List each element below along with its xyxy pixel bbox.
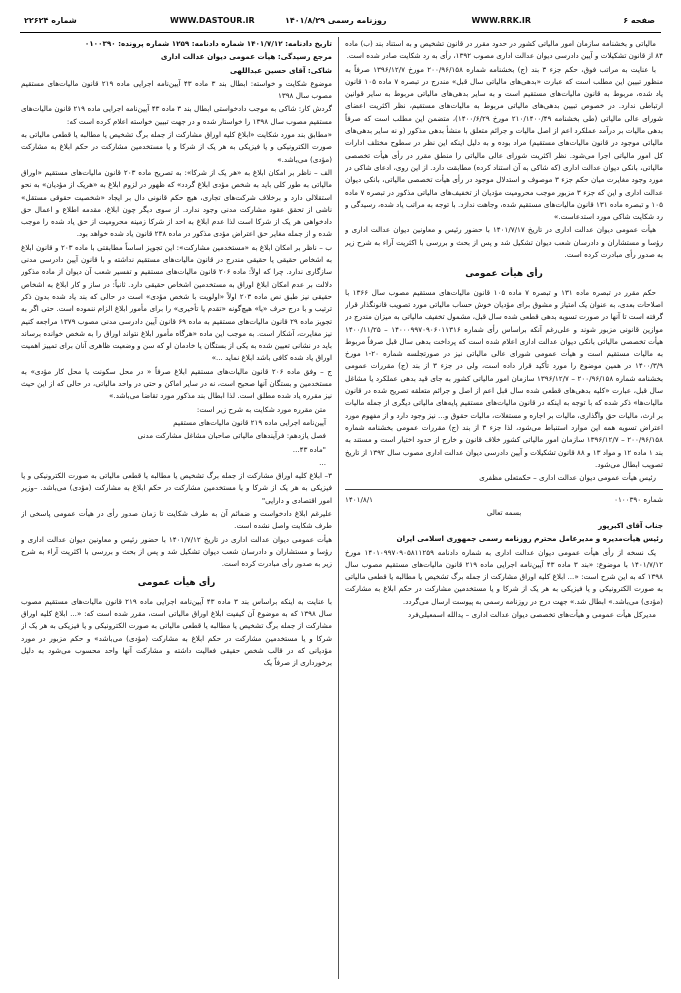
website-link-rrk[interactable]: WWW.RRK.IR [471, 16, 531, 25]
column-divider [338, 37, 339, 979]
newspaper-date: روزنامه رسمی ۱۴۰۱/۸/۲۹ [285, 16, 387, 25]
case-subject: موضوع شکایت و خواسته: ابطال بند ۳ ماده ۴۳ آیین‌نامه اجرایی ماده ۲۱۹ قانون مالیات‌های مستقیم مصوب سال ۱۳۹۸ [21, 78, 332, 101]
case-plaintiff: شاکی: آقای حسین عبداللهی [229, 65, 332, 75]
page-header [20, 10, 661, 32]
case-authority: مرجع رسیدگی: هیأت عمومی دیوان عدالت اداری [160, 52, 332, 62]
header-rule [20, 32, 661, 33]
section-divider [345, 489, 663, 490]
paragraph: مالیاتی و بخشنامه سازمان امور مالیاتی کشور در حدود مقرر در قانون تشخیص و به استناد بند (ب) ماده ۸۴ از قانون تشکیلات و آیین دادرسی دیوان عدالت اداری مصوب ۱۳۹۲، رأی به رد شکایت صادر شده است. [345, 39, 663, 61]
regulation-line: فصل یازدهم: فرآیندهای مالیاتی صاحبان مشاغل مشارکت مدنی [137, 431, 326, 441]
recipient-title: رئیس هیأت‌مدیره و مدیرعامل محترم روزنامه رسمی جمهوری اسلامی ایران [396, 534, 663, 544]
ruling-text: حکم مقرر در تبصره ماده ۱۳۱ و تبصره ۷ ماده ۱۰۵ قانون مالیات‌های مستقیم مصوب سال ۱۳۶۶ با اصلاحات بعدی، به عنوان یک امتیاز و مشوق برای مؤدیان خوش حساب مالیاتی مورد تصویب قانونگذار قرار گرفته است تا آنها در صورت تسویه بدهی قطعی شده سال قبل، مشمول تخفیف مالیاتی به میزان مندرج در موازین قانونی مزبور شوند و علی‌رغم آنکه براساس رأی شماره ۱۴۰۰۰۹۹۷۰۹۰۶۰۱۱۳۱۶ – ۱۴۰۰/۱۱/۲۵ هیأت تخصصی مالیاتی بانکی دیوان عدالت اداری اعلام شده است که پرداخت بدهی سال قبل صرفاً مربوط به مالیات مستقیم است و هیأت عمومی شورای عالی مالیاتی نیز در صورتجلسه شماره ۲۰-۱ مورخ ۱۴۰۰/۳/۹ در همین موضوع را مورد تأکید قرار داده است، ولی در جزء ۳ از بند (ج) مقررات عمومی بخشنامه شماره ۲۰۰/۹۶/۱۵۸ – ۱۳۹۶/۱۲/۷ سازمان امور مالیاتی کشور به جای قید بدهی عملکرد یا مشاغل سال قبل، عبارت «کلیه بدهی‌های قطعی شده سال قبل اعم از اصل و جرائم متعلقه تصریح شده در قانون مالیات‌ها» ذکر شده که با توجه به اینکه در قانون مالیات‌های مستقیم پایه‌های مالیاتی دیگری از جمله مالیات بر ارث، مالیات حق واگذاری، مالیات بر اجاره و مستغلات، مالیات حقوق و... نیز وجود دارد و از مفهوم مورد اعتراض تسویه همه این موارد استنباط می‌شود، لذا جزء ۳ از بند (ج) مقررات عمومی بخشنامه شماره ۲۰۰/۹۶/۱۵۸ – ۱۳۹۶/۱۲/۷ سازمان امور مالیاتی کشور خلاف قانون و خارج از حدود اختیار است و مستند به بند ۱ ماده ۱۲ و مواد ۱۳ و ۸۸ قانون تشکیلات و آیین دادرسی دیوان عدالت اداری مصوب سال ۱۳۹۲ از تاریخ تصویب ابطال می‌شود. [345, 287, 663, 469]
paragraph-c: ج – وفق ماده ۲۰۶ قانون مالیات‌های مستقیم ابلاغ صرفاً « در محل سکونت یا محل کار مؤدی» به مستخدمین و بستگان آنها صحیح است، نه در سایر اماکن و حتی در واحد مالیاتی، در حالی که از این حیث نیز مقرره یاد شده مطلق است. لذا ابطال بند مذکور مورد تقاضا می‌باشد.» [21, 366, 332, 401]
regulation-clause: ۳– ابلاغ کلیه اوراق مشارکت از جمله برگ تشخیص یا مطالبه یا قطعی مالیاتی به صورت الکترونیکی و یا فیزیکی به هر یک از شرکا و یا مستخدمین مشارکت در حکم ابلاغ به مشارکت (مؤدی) می‌باشد. –وزیر امور اقتصادی و دارایی" [21, 471, 332, 505]
paragraph: با عنایت به مراتب فوق، حکم جزء ۳ بند (ج) بخشنامه شماره ۲۰۰/۹۶/۱۵۸ مورخ ۱۳۹۶/۱۲/۷ صرفاً به منظور تبیین این مطلب است که عبارت «بدهی‌های مالیاتی سال قبل» مندرج در تبصره ۷ ماده ۱۰۵ قانون یاد شده، مربوط به قانون مالیات‌های مستقیم است و به سایر بدهی‌های مالیاتی مربوط به سایر قوانین ارتباطی ندارد. در خصوص تبیین بدهی‌های مالیاتی مربوط به مالیات‌های مستقیم، نظر اکثریت اعضای شورای عالی مالیاتی (طی بخشنامه ۲۱۰/۱۴۰۰/۴۹ مورخ ۱۴۰۰/۶/۲۹)، متضمن این مطلب است که صرفاً بدهی مالیات بر درآمد عملکرد اعم از اصل مالیات و جرائم متعلق با منشأ بدهی مذکور (و نه سایر بدهی‌های مالیاتی موجود در قانون مالیات‌های مستقیم) مراد بوده و به دلیل اینکه این نظر در سطوح مختلف ادارات کل امور مالیاتی اجرا می‌شود. نظر اکثریت شورای عالی مالیاتی را منطق مقرر در رأی هیأت تخصصی مالیاتی، بانکی دیوان عدالت اداری (که شاکی به آن استناد کرده) مطابقت دارد. از این روی، ادعای شاکی در مورد وجود مغایرت میان حکم جزء ۳ موصوف و استدلال موجود در رأی هیأت تخصصی مالیاتی، بانکی دیوان عدالت اداری و این که جزء ۳ مزبور موجب محرومیت مؤدیان از تخفیف‌های مالیاتی مذکور در تبصره ۷ ماده ۱۰۵ و تبصره ماده ۱۳۱ قانون مالیات‌های مستقیم شده، وجاهت ندارد. با توجه به مراتب یاد شده، رسیدگی و رد شکایت شاکی مورد استدعاست.» [345, 64, 663, 222]
paragraph: هیأت عمومی دیوان عدالت اداری در تاریخ ۱۴۰۱/۷/۱۲ با حضور رئیس و معاونین دیوان عدالت اداری و رؤسا و مستشاران و دادرسان شعب دیوان تشکیل شد و پس از بحث و بررسی با اکثریت آراء به شرح زیر به صدور رأی مبادرت کرده است. [21, 534, 332, 569]
quote: «مطابق بند مورد شکایت «ابلاغ کلیه اوراق مشارکت از جمله برگ تشخیص یا مطالبه یا قطعی مالیاتی به صورت الکترونیکی و یا فیزیکی به هر یک از شرکا و یا مستخدمین مشارکت در حکم ابلاغ به مشارکت (مؤدی) می‌باشد.» [21, 130, 332, 164]
issue-number: شماره ۲۲۶۲۴ [24, 16, 77, 25]
website-link-dastour[interactable]: WWW.DASTOUR.IR [170, 16, 255, 25]
letter-number: شماره ۰۱۰۰۳۹۰ [614, 495, 663, 505]
left-column [21, 38, 332, 979]
case-proceedings: گردش کار: شاکی به موجب دادخواستی ابطال بند ۳ ماده ۴۳ آیین‌نامه اجرایی ماده ۲۱۹ قانون مالیات‌های مستقیم مصوب سال ۱۳۹۸ را خواستار شده و در جهت تبیین خواسته اعلام کرده است که: [21, 104, 332, 126]
letter-meta [345, 494, 663, 506]
case-meta: تاریخ دادنامه: ۱۴۰۱/۷/۱۲ شماره دادنامه: ۱۲۵۹ شماره پرونده: ۰۱۰۰۳۹۰ [84, 39, 332, 48]
ruling-heading: رأی هیأت عمومی [137, 578, 216, 589]
paragraph: علیرغم ابلاغ دادخواست و ضمائم آن به طرف شکایت تا زمان صدور رأی در هیأت عمومی پاسخی از طرف شکایت واصل نشده است. [21, 508, 332, 531]
paragraph-a: الف – ناظر بر امکان ابلاغ به «هر یک از شرکا»: به تصریح ماده ۲۰۳ قانون مالیات‌های مستقیم «اوراق مالیاتی به طور کلی باید به شخص مؤدی ابلاغ گردد» که ظهور در لزوم ابلاغ به «هریک از مؤدیان» به نحو استقلالی دارد و برخلاف شرکت‌های تجاری، هیچ حکم قانونی دال بر ایجاد «شخصیت حقوقی مستقل» ناشی از تحقق عقود مشارکت مدنی وجود ندارد. از سوی دیگر چون ابلاغ، مقدمه اطلاع و اعمال حق دادخواهی هر یک از شرکا است لذا عدم ابلاغ به احد از شرکا زمینه محرومیت از حق یاد شده را موجب شده و از جمله مغایر حق اعتراض مؤدی مذکور در ماده ۲۳۸ قانون یاد شده خواهد بود. [21, 167, 332, 239]
ruling-heading: رأی هیأت عمومی [465, 269, 543, 280]
bismillah: بسمه تعالی [486, 507, 522, 517]
letter-signer: مدیرکل هیأت عمومی و هیأت‌های تخصصی دیوان عدالت اداری – یدالله اسمعیلی‌فرد [408, 610, 656, 620]
ruling-text: با عنایت به اینکه براساس بند ۳ ماده ۴۳ آیین‌نامه اجرایی ماده ۲۱۹ قانون مالیات‌های مستقیم مصوب سال ۱۳۹۸ که به موضوع آن کیفیت ابلاغ اوراق مالیاتی است، مقرر شده است که: «... ابلاغ کلیه اوراق مشارکت از جمله برگ تشخیص یا مطالبه یا قطعی مالیاتی به صورت الکترونیکی و یا فیزیکی به هر یک از شرکا و یا مستخدمین مشارکت در حکم ابلاغ به مشارکت (مؤدی) می‌باشد» و حکم مزبور در مورد مؤدیانی که در قالب شخص حقیقی فعالیت داشته و مشارکت آنها واحد محسوب می‌شود به دلیل برخورداری از صرفاً یک [21, 596, 332, 668]
regulation-line: آیین‌نامه اجرایی ماده ۲۱۹ قانون مالیات‌های مستقیم [173, 417, 326, 427]
letter-body: یک نسخه از رأی هیأت عمومی دیوان عدالت اداری به شماره دادنامه ۱۴۰۱۰۹۹۷۰۹۰۵۸۱۱۲۵۹ مورخ ۱۴۰۱/۷/۱۲ با موضوع: «بند ۳ ماده ۴۳ آیین‌نامه اجرایی ماده ۲۱۹ قانون مالیات‌های مستقیم مصوب سال ۱۳۹۸ که به این شرح است: «... ابلاغ کلیه اوراق مشارکت از جمله برگ تشخیص یا مطالبه یا قطعی مالیاتی به صورت الکترونیکی و یا فیزیکی به هر یک از شرکا و یا مستخدمین مشارکت در حکم ابلاغ به مشارکت (مؤدی) می‌باشد.» ابطال شد.» جهت درج در روزنامه رسمی به پیوست ارسال می‌گردد. [345, 547, 663, 606]
letter-date: ۱۴۰۱/۸/۱ [345, 495, 374, 505]
ruling-signer: رئیس هیأت عمومی دیوان عدالت اداری – حکمتعلی مظفری [479, 473, 656, 483]
regulation-intro: متن مقرره مورد شکایت به شرح زیر است: [196, 404, 326, 414]
page-number: صفحه ۶ [623, 16, 655, 25]
right-column [345, 38, 663, 979]
paragraph: هیأت عمومی دیوان عدالت اداری در تاریخ ۱۴۰۱/۷/۱۷ با حضور رئیس و معاونین دیوان عدالت اداری و رؤسا و مستشاران و دادرسان شعب دیوان تشکیل شد و پس از بحث و بررسی با اکثریت آراء به شرح زیر به صدور رأی مبادرت کرده است. [345, 225, 663, 260]
paragraph-b: ب – ناظر بر امکان ابلاغ به «مستخدمین مشارکت»: این تجویز اساساً مطابقتی با ماده ۲۰۳ و قانون ابلاغ به اشخاص حقیقی یا حقیقی مندرج در قانون مالیات‌های مستقیم نداشته و با قانون آیین دادرسی مدنی سازگاری ندارد. چرا که اولاً: ماده ۲۰۶ قانون مالیات‌های مستقیم و تفسیر شعب آن دیوان از ماده مذکور دلالت بر عدم امکان ابلاغ اوراق به مستخدمین اشخاص حقیقی دارد. ثانیاً: در ساز و کار ابلاغ به اشخاص حقیقی نیز طبق نص ماده ۲۰۳ اولاً «اولویت با شخص مؤدی» است در حالی که بند یاد شده بدون ذکر ترتیب و با درج حرف «یا» هیچ‌گونه «تقدم یا تأخیری» را برای مأمور ابلاغ الزام ننموده است. حتی اگر به تجویز ماده ۲۹ قانون مالیات‌های مستقیم به ماده ۶۹ قانون آیین دادرسی مدنی مصوب ۱۳۷۹ مراجعه کنیم نیز مغایرت، آشکار است. به موجب این ماده «هرگاه مأمور ابلاغ نتواند اوراق را به شخص خوانده برساند باید در نشانی تعیین شده به یکی از بستگان یا خادمان او که سن و وضعیت ظاهری آنان برای تمییز اهمیت اوراق یاد شده کافی باشد ابلاغ نماید ...» [21, 242, 332, 363]
regulation-line: ... [319, 457, 326, 467]
regulation-line: "ماده ۴۳... [292, 444, 326, 454]
recipient-name: جناب آقای اکبرپور [598, 520, 663, 530]
